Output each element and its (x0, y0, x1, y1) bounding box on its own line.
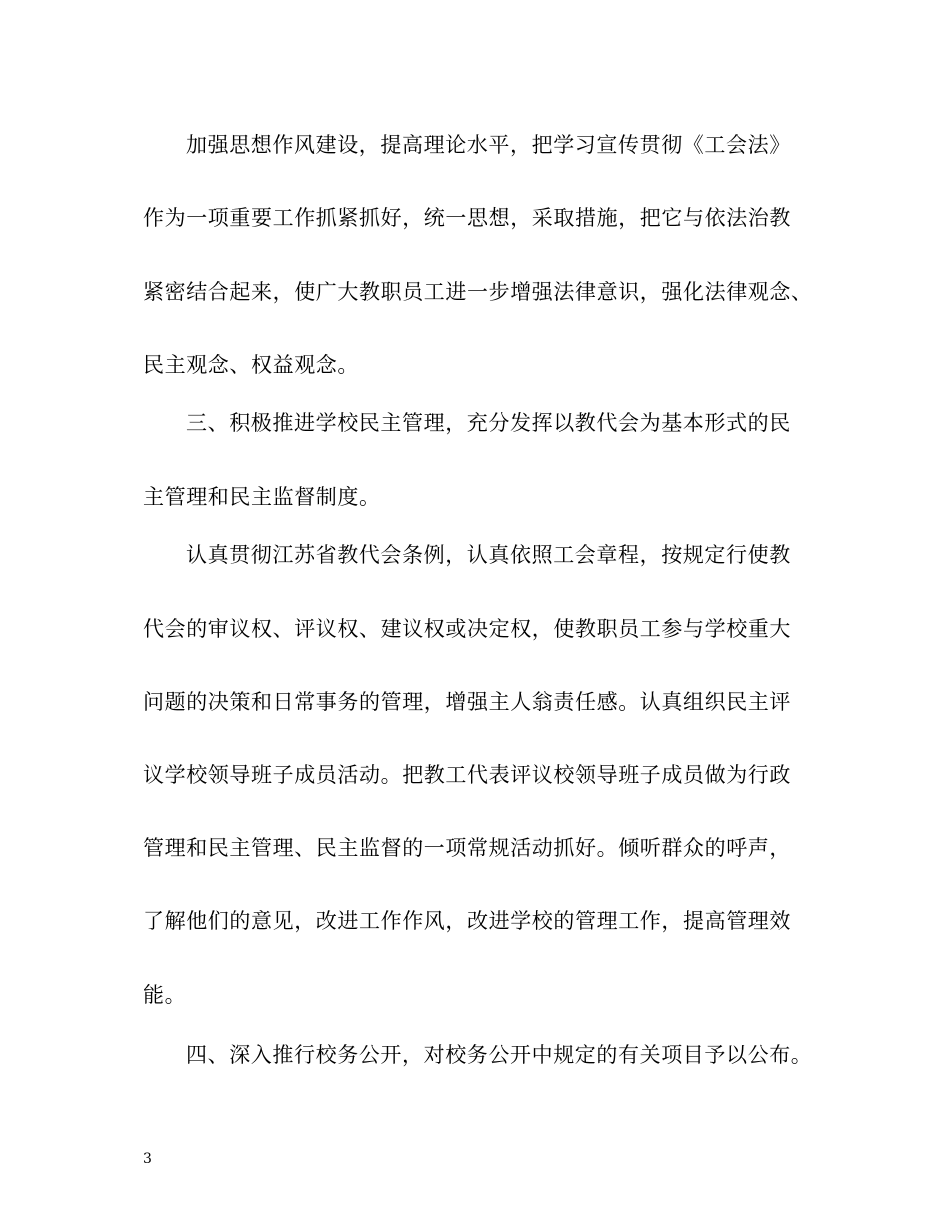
paragraph-line: 代会的审议权、评议权、建议权或决定权，使教职员工参与学校重大 (143, 617, 791, 641)
paragraph-line: 能。 (143, 983, 187, 1007)
paragraph-line: 管理和民主管理、民主监督的一项常规活动抓好。倾听群众的呼声， (143, 836, 791, 860)
paragraph-line: 加强思想作风建设，提高理论水平，把学习宣传贯彻《工会法》 (186, 133, 791, 157)
paragraph-line: 民主观念、权益观念。 (143, 353, 359, 377)
section-heading-line: 主管理和民主监督制度。 (143, 485, 381, 509)
paragraph-line: 作为一项重要工作抓紧抓好，统一思想，采取措施，把它与依法治教 (143, 206, 791, 230)
paragraph-line: 紧密结合起来，使广大教职员工进一步增强法律意识，强化法律观念、 (143, 280, 813, 304)
page-number: 3 (143, 1151, 152, 1167)
paragraph-line: 议学校领导班子成员活动。把教工代表评议校领导班子成员做为行政 (143, 763, 791, 787)
section-heading-line: 三、积极推进学校民主管理，充分发挥以教代会为基本形式的民 (186, 411, 791, 435)
paragraph-line: 认真贯彻江苏省教代会条例，认真依照工会章程，按规定行使教 (186, 543, 791, 567)
paragraph-line: 了解他们的意见，改进工作作风，改进学校的管理工作，提高管理效 (143, 909, 791, 933)
paragraph-line: 问题的决策和日常事务的管理，增强主人翁责任感。认真组织民主评 (143, 690, 791, 714)
section-heading-line: 四、深入推行校务公开，对校务公开中规定的有关项目予以公布。 (186, 1043, 813, 1067)
